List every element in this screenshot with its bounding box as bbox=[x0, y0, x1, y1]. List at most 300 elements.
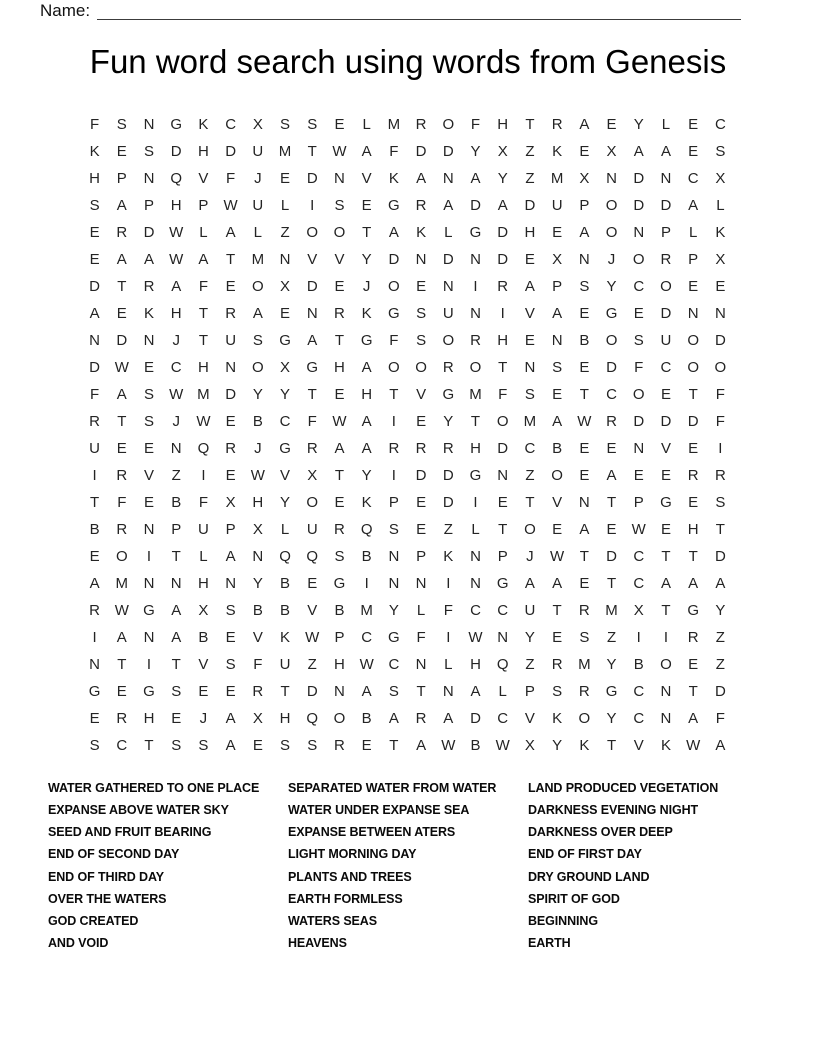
grid-letter: F bbox=[198, 278, 209, 295]
grid-letter: T bbox=[334, 467, 345, 484]
grid-letter: G bbox=[605, 683, 618, 700]
grid-letter: A bbox=[470, 170, 481, 187]
grid-letter: K bbox=[361, 494, 372, 511]
grid-letter: U bbox=[89, 440, 101, 457]
grid-letter: F bbox=[416, 629, 426, 646]
grid-letter: N bbox=[578, 494, 590, 511]
grid-letter: D bbox=[170, 143, 182, 160]
grid-letter: J bbox=[607, 251, 616, 268]
grid-letter: S bbox=[171, 737, 182, 754]
grid-letter: N bbox=[660, 683, 672, 700]
grid-letter: C bbox=[470, 602, 481, 619]
grid-letter: V bbox=[307, 251, 318, 268]
word-list-item: DARKNESS EVENING NIGHT bbox=[528, 803, 699, 818]
grid-letter: A bbox=[225, 548, 236, 565]
grid-letter: U bbox=[551, 197, 563, 214]
word-list-item: LAND PRODUCED VEGETATION bbox=[528, 781, 719, 795]
grid-letter: K bbox=[198, 116, 209, 133]
grid-letter: T bbox=[552, 602, 562, 619]
grid-letter: D bbox=[660, 305, 672, 322]
grid-letter: H bbox=[170, 305, 182, 322]
grid-letter: Z bbox=[280, 224, 290, 241]
grid-letter: D bbox=[714, 548, 726, 565]
word-list-item: WATER GATHERED TO ONE PLACE bbox=[48, 781, 260, 795]
grid-letter: D bbox=[89, 278, 101, 295]
grid-letter: A bbox=[252, 305, 263, 322]
grid-letter: K bbox=[443, 548, 454, 565]
grid-letter: M bbox=[469, 386, 482, 403]
grid-letter: O bbox=[605, 224, 618, 241]
grid-letter: B bbox=[470, 737, 481, 754]
grid-letter: N bbox=[660, 170, 672, 187]
grid-letter: L bbox=[362, 116, 371, 133]
grid-letter: A bbox=[688, 197, 699, 214]
grid-letter: Z bbox=[525, 656, 535, 673]
grid-letter: A bbox=[144, 251, 155, 268]
grid-letter: D bbox=[388, 251, 400, 268]
grid-letter: A bbox=[116, 629, 127, 646]
grid-letter: A bbox=[89, 575, 100, 592]
grid-letter: N bbox=[442, 683, 454, 700]
grid-letter: G bbox=[279, 440, 291, 457]
grid-letter: L bbox=[199, 224, 208, 241]
grid-letter: R bbox=[415, 440, 427, 457]
grid-letter: A bbox=[579, 116, 590, 133]
grid-letter: I bbox=[391, 467, 396, 484]
grid-letter: D bbox=[143, 224, 155, 241]
word-list-item: SEPARATED WATER FROM WATER bbox=[288, 781, 497, 795]
grid-letter: A bbox=[361, 359, 372, 376]
grid-letter: M bbox=[278, 143, 292, 160]
grid-letter: A bbox=[361, 143, 372, 160]
grid-letter: M bbox=[387, 116, 401, 133]
grid-letter: S bbox=[225, 602, 236, 619]
grid-letter: D bbox=[415, 467, 427, 484]
grid-letter: F bbox=[443, 602, 453, 619]
grid-letter: K bbox=[579, 737, 590, 754]
word-list-column-2 bbox=[288, 777, 496, 954]
grid-letter: R bbox=[225, 440, 237, 457]
grid-letter: A bbox=[388, 224, 399, 241]
grid-letter: B bbox=[579, 332, 590, 349]
grid-letter: K bbox=[715, 224, 726, 241]
grid-letter: Z bbox=[606, 629, 617, 646]
grid-letter: N bbox=[606, 170, 617, 187]
grid-letter: T bbox=[525, 116, 535, 133]
grid-letter: T bbox=[171, 656, 181, 673]
grid-letter: O bbox=[442, 332, 455, 349]
grid-letter: D bbox=[524, 197, 536, 214]
grid-letter: P bbox=[660, 224, 671, 241]
grid-letter: R bbox=[687, 467, 699, 484]
grid-letter: I bbox=[718, 440, 723, 457]
grid-letter: E bbox=[688, 143, 699, 160]
grid-letter: E bbox=[579, 359, 590, 376]
grid-letter: E bbox=[552, 224, 563, 241]
grid-letter: D bbox=[687, 413, 699, 430]
grid-letter: F bbox=[226, 170, 236, 187]
grid-letter: T bbox=[307, 143, 317, 160]
grid-letter: H bbox=[497, 116, 509, 133]
grid-letter: A bbox=[524, 278, 535, 295]
grid-letter: T bbox=[90, 494, 100, 511]
grid-letter: S bbox=[388, 521, 399, 538]
grid-letter: K bbox=[89, 143, 100, 160]
grid-letter: I bbox=[473, 494, 478, 511]
grid-letter: J bbox=[254, 170, 262, 187]
grid-letter: T bbox=[198, 305, 209, 322]
word-list-item: END OF THIRD DAY bbox=[48, 869, 165, 884]
grid-letter: S bbox=[89, 737, 100, 754]
grid-letter: E bbox=[334, 494, 345, 511]
grid-letter: X bbox=[225, 494, 236, 511]
grid-letter: N bbox=[633, 440, 645, 457]
grid-letter: L bbox=[689, 224, 698, 241]
grid-letter: Q bbox=[279, 548, 291, 565]
grid-letter: S bbox=[198, 737, 209, 754]
grid-letter: E bbox=[116, 440, 127, 457]
grid-letter: T bbox=[606, 494, 617, 511]
grid-letter: G bbox=[660, 494, 672, 511]
grid-letter: O bbox=[388, 359, 400, 376]
grid-letter: E bbox=[225, 413, 236, 430]
grid-letter: U bbox=[252, 143, 264, 160]
grid-letter: C bbox=[633, 575, 645, 592]
grid-letter: X bbox=[579, 170, 590, 187]
grid-letter: U bbox=[524, 602, 536, 619]
grid-letter: G bbox=[360, 332, 373, 349]
grid-letter: O bbox=[306, 224, 319, 241]
grid-letter: I bbox=[310, 197, 315, 214]
grid-letter: A bbox=[171, 278, 182, 295]
grid-letter: A bbox=[606, 467, 617, 484]
grid-letter: X bbox=[252, 710, 263, 727]
grid-letter: S bbox=[144, 386, 155, 403]
grid-letter: E bbox=[116, 143, 127, 160]
grid-letter: E bbox=[633, 305, 644, 322]
grid-letter: I bbox=[636, 629, 641, 646]
grid-letter: R bbox=[116, 710, 128, 727]
grid-letter: W bbox=[223, 197, 238, 214]
grid-letter: O bbox=[524, 521, 536, 538]
grid-letter: H bbox=[170, 197, 182, 214]
grid-letter: X bbox=[524, 737, 535, 754]
grid-letter: E bbox=[89, 710, 100, 727]
grid-letter: P bbox=[524, 683, 535, 700]
grid-letter: U bbox=[660, 332, 672, 349]
word-list-item: GOD CREATED bbox=[48, 913, 139, 928]
grid-letter: R bbox=[415, 116, 427, 133]
grid-letter: A bbox=[198, 251, 209, 268]
grid-letter: N bbox=[415, 656, 427, 673]
grid-letter: P bbox=[334, 629, 345, 646]
grid-letter: Y bbox=[606, 278, 617, 295]
grid-letter: X bbox=[307, 467, 318, 484]
grid-letter: A bbox=[524, 575, 535, 592]
grid-letter: T bbox=[280, 683, 290, 700]
grid-letter: R bbox=[470, 332, 481, 349]
grid-letter: A bbox=[307, 332, 318, 349]
grid-letter: W bbox=[686, 737, 701, 754]
grid-letter: O bbox=[115, 548, 128, 565]
grid-letter: A bbox=[715, 575, 726, 592]
grid-letter: U bbox=[442, 305, 454, 322]
grid-letter: H bbox=[524, 224, 536, 241]
grid-letter: T bbox=[498, 359, 508, 376]
grid-letter: B bbox=[280, 575, 291, 592]
grid-letter: U bbox=[225, 332, 237, 349]
grid-letter: E bbox=[579, 305, 590, 322]
word-list-item: SPIRIT OF GOD bbox=[528, 891, 620, 906]
grid-letter: N bbox=[524, 359, 536, 376]
grid-letter: N bbox=[225, 575, 237, 592]
grid-letter: E bbox=[252, 737, 263, 754]
grid-letter: Z bbox=[525, 143, 535, 160]
grid-letter: E bbox=[225, 629, 236, 646]
word-list-item: DRY GROUND LAND bbox=[528, 869, 650, 884]
grid-letter: S bbox=[579, 629, 590, 646]
grid-letter: W bbox=[305, 629, 320, 646]
grid-letter: C bbox=[116, 737, 128, 754]
grid-letter: D bbox=[497, 440, 509, 457]
grid-letter: E bbox=[334, 116, 345, 133]
grid-letter: O bbox=[333, 710, 346, 727]
grid-letter: A bbox=[443, 197, 454, 214]
grid-letter: S bbox=[225, 656, 236, 673]
grid-letter: F bbox=[715, 710, 725, 727]
grid-letter: F bbox=[307, 413, 317, 430]
grid-letter: O bbox=[333, 224, 346, 241]
grid-letter: P bbox=[416, 548, 427, 565]
grid-letter: E bbox=[198, 683, 209, 700]
grid-letter: V bbox=[198, 656, 209, 673]
grid-letter: Y bbox=[280, 494, 291, 511]
grid-letter: W bbox=[169, 386, 184, 403]
grid-letter: V bbox=[524, 710, 535, 727]
grid-letter: W bbox=[577, 413, 592, 430]
grid-letter: W bbox=[441, 737, 456, 754]
grid-letter: Y bbox=[606, 710, 617, 727]
grid-letter: J bbox=[254, 440, 262, 457]
grid-letter: Q bbox=[496, 656, 509, 673]
grid-letter: I bbox=[146, 656, 152, 673]
grid-letter: C bbox=[497, 710, 509, 727]
grid-letter: W bbox=[169, 251, 184, 268]
grid-letter: Y bbox=[280, 386, 291, 403]
grid-letter: J bbox=[172, 332, 180, 349]
grid-letter: B bbox=[361, 710, 372, 727]
grid-letter: C bbox=[524, 440, 536, 457]
grid-letter: X bbox=[252, 521, 263, 538]
grid-letter: T bbox=[416, 683, 426, 700]
grid-letter: R bbox=[225, 305, 237, 322]
grid-letter: O bbox=[442, 116, 455, 133]
grid-letter: F bbox=[117, 494, 127, 511]
grid-letter: B bbox=[552, 440, 563, 457]
grid-letter: S bbox=[307, 737, 318, 754]
grid-letter: Y bbox=[252, 386, 263, 403]
grid-letter: U bbox=[198, 521, 209, 538]
grid-letter: Q bbox=[170, 170, 183, 187]
grid-letter: S bbox=[416, 332, 427, 349]
grid-letter: S bbox=[334, 197, 345, 214]
grid-letter: N bbox=[578, 251, 590, 268]
grid-letter: G bbox=[469, 467, 482, 484]
puzzle-title: Fun word search using words from Genesis bbox=[89, 43, 727, 80]
grid-letter: I bbox=[446, 629, 451, 646]
grid-letter: A bbox=[660, 575, 671, 592]
grid-letter: Y bbox=[470, 143, 481, 160]
grid-letter: K bbox=[552, 710, 563, 727]
grid-letter: Y bbox=[524, 629, 535, 646]
grid-letter: K bbox=[388, 170, 399, 187]
name-row bbox=[40, 1, 741, 20]
grid-letter: U bbox=[252, 197, 264, 214]
grid-letter: L bbox=[471, 521, 480, 538]
grid-letter: W bbox=[196, 413, 211, 430]
grid-letter: D bbox=[225, 386, 237, 403]
grid-letter: K bbox=[361, 305, 372, 322]
grid-letter: O bbox=[469, 359, 482, 376]
grid-letter: T bbox=[117, 278, 127, 295]
grid-letter: A bbox=[116, 197, 127, 214]
grid-letter: I bbox=[92, 467, 97, 484]
grid-letter: T bbox=[198, 332, 209, 349]
grid-letter: I bbox=[201, 467, 206, 484]
grid-letter: G bbox=[306, 359, 319, 376]
grid-letter: S bbox=[388, 683, 399, 700]
grid-letter: N bbox=[442, 278, 454, 295]
grid-letter: V bbox=[198, 170, 209, 187]
grid-letter: A bbox=[470, 683, 481, 700]
grid-letter: Q bbox=[306, 548, 319, 565]
grid-letter: N bbox=[388, 548, 400, 565]
grid-letter: E bbox=[416, 494, 427, 511]
grid-letter: T bbox=[498, 521, 508, 538]
grid-letter: B bbox=[361, 548, 372, 565]
grid-letter: A bbox=[225, 710, 236, 727]
grid-letter: R bbox=[306, 440, 318, 457]
grid-letter: A bbox=[443, 710, 454, 727]
grid-letter: T bbox=[389, 386, 399, 403]
grid-letter: A bbox=[116, 386, 127, 403]
grid-letter: T bbox=[688, 386, 698, 403]
grid-letter: Z bbox=[525, 170, 535, 187]
grid-letter: J bbox=[526, 548, 534, 565]
grid-letter: D bbox=[442, 494, 454, 511]
word-search-grid bbox=[81, 111, 734, 759]
grid-letter: T bbox=[144, 737, 154, 754]
grid-letter: O bbox=[496, 413, 509, 430]
grid-letter: F bbox=[470, 116, 481, 133]
grid-letter: N bbox=[279, 251, 291, 268]
grid-letter: H bbox=[334, 359, 345, 376]
grid-letter: S bbox=[280, 737, 291, 754]
grid-letter: L bbox=[661, 116, 671, 133]
word-list-item: EARTH bbox=[528, 935, 571, 950]
grid-letter: T bbox=[579, 386, 589, 403]
grid-letter: R bbox=[442, 359, 454, 376]
grid-letter: A bbox=[416, 737, 427, 754]
grid-letter: R bbox=[578, 683, 590, 700]
grid-letter: N bbox=[334, 170, 345, 187]
grid-letter: A bbox=[660, 143, 671, 160]
grid-letter: W bbox=[169, 224, 184, 241]
grid-letter: W bbox=[550, 548, 565, 565]
grid-letter: E bbox=[633, 467, 644, 484]
grid-letter: D bbox=[660, 413, 672, 430]
grid-letter: E bbox=[225, 683, 236, 700]
grid-letter: C bbox=[660, 359, 672, 376]
grid-letter: V bbox=[280, 467, 291, 484]
grid-letter: X bbox=[606, 143, 617, 160]
grid-letter: D bbox=[470, 197, 481, 214]
grid-letter: O bbox=[252, 359, 264, 376]
grid-letter: J bbox=[199, 710, 208, 727]
grid-letter: Y bbox=[443, 413, 454, 430]
grid-letter: T bbox=[606, 737, 617, 754]
grid-letter: C bbox=[361, 629, 373, 646]
grid-letter: D bbox=[633, 413, 645, 430]
grid-letter: P bbox=[633, 494, 644, 511]
grid-letter: T bbox=[688, 683, 698, 700]
grid-letter: E bbox=[307, 575, 318, 592]
grid-letter: Z bbox=[171, 467, 181, 484]
grid-letter: E bbox=[416, 278, 427, 295]
grid-letter: E bbox=[552, 521, 563, 538]
grid-letter: Y bbox=[252, 575, 263, 592]
grid-letter: P bbox=[388, 494, 399, 511]
grid-letter: N bbox=[470, 305, 481, 322]
grid-letter: G bbox=[496, 575, 509, 592]
word-list-item: EXPANSE ABOVE WATER SKY bbox=[48, 803, 229, 818]
grid-letter: X bbox=[252, 116, 263, 133]
grid-letter: A bbox=[633, 143, 644, 160]
grid-letter: Q bbox=[306, 710, 319, 727]
grid-letter: V bbox=[144, 467, 155, 484]
grid-letter: D bbox=[89, 359, 101, 376]
grid-letter: E bbox=[89, 548, 100, 565]
grid-letter: E bbox=[89, 224, 100, 241]
grid-letter: M bbox=[578, 656, 591, 673]
grid-letter: Y bbox=[361, 251, 372, 268]
grid-letter: F bbox=[715, 413, 725, 430]
grid-letter: O bbox=[415, 359, 427, 376]
grid-letter: E bbox=[361, 197, 372, 214]
grid-letter: P bbox=[579, 197, 590, 214]
grid-letter: R bbox=[89, 602, 101, 619]
grid-letter: I bbox=[364, 575, 369, 592]
grid-letter: U bbox=[279, 656, 291, 673]
grid-letter: N bbox=[660, 710, 672, 727]
grid-letter: P bbox=[225, 521, 236, 538]
grid-letter: Q bbox=[197, 440, 210, 457]
grid-letter: H bbox=[252, 494, 264, 511]
grid-letter: B bbox=[252, 413, 263, 430]
grid-letter: D bbox=[714, 332, 726, 349]
grid-letter: O bbox=[388, 278, 400, 295]
grid-letter: U bbox=[306, 521, 318, 538]
word-list-item: PLANTS AND TREES bbox=[288, 869, 412, 884]
grid-letter: N bbox=[89, 656, 101, 673]
grid-letter: L bbox=[444, 656, 453, 673]
grid-letter: R bbox=[334, 305, 345, 322]
grid-letter: R bbox=[714, 467, 726, 484]
grid-letter: S bbox=[171, 683, 182, 700]
grid-letter: H bbox=[198, 359, 209, 376]
grid-letter: B bbox=[334, 602, 345, 619]
grid-letter: V bbox=[552, 494, 563, 511]
